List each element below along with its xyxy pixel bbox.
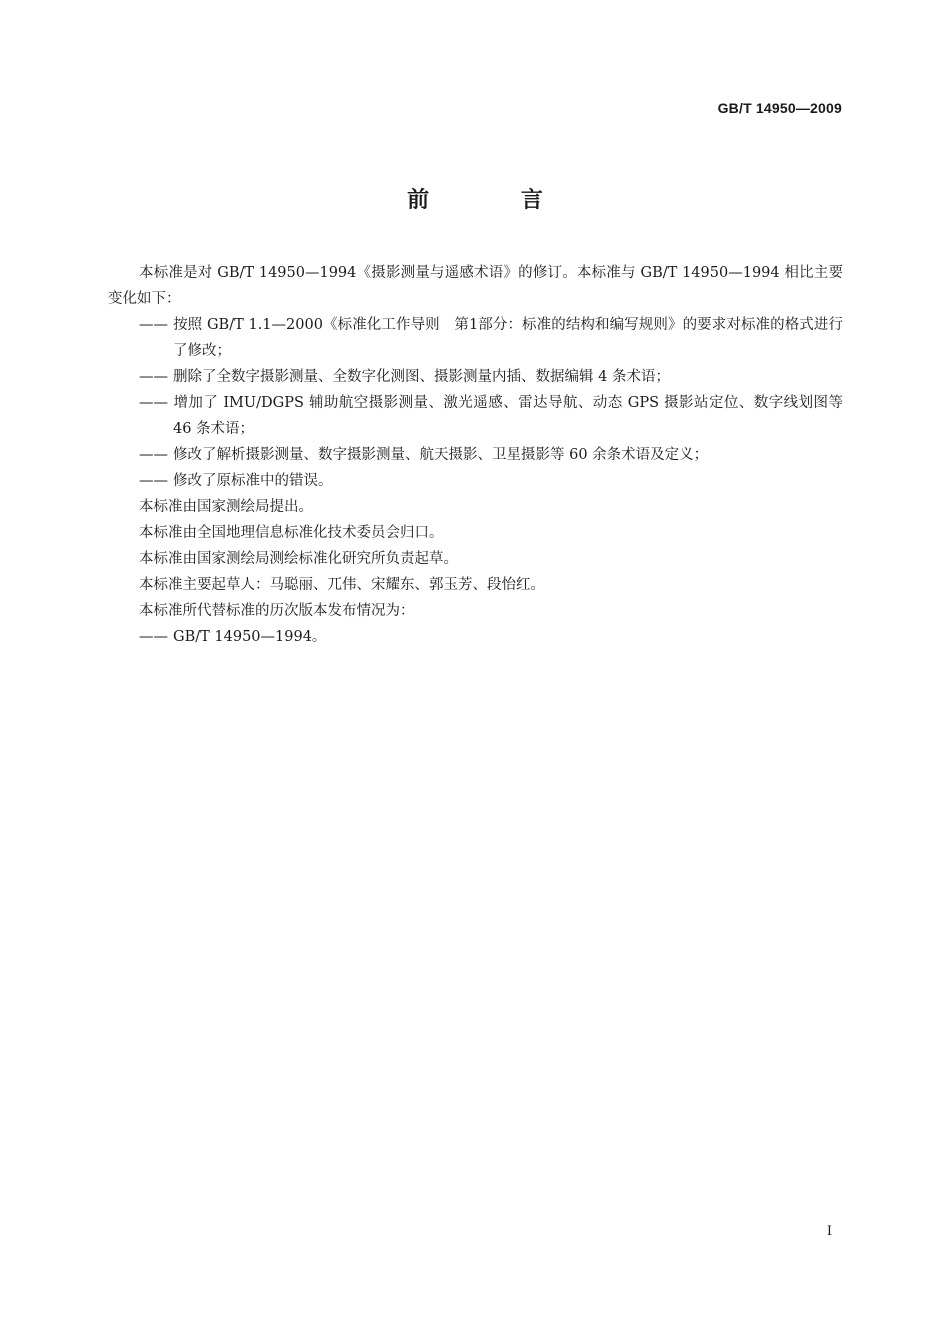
statement-paragraph: 本标准由全国地理信息标准化技术委员会归口。 xyxy=(139,525,444,541)
history-item-text: GB/T 14950—1994。 xyxy=(173,629,327,645)
dash-marker: —— xyxy=(139,395,168,411)
statement-paragraph: 本标准由国家测绘局提出。 xyxy=(139,499,313,515)
change-item-text: 增加了 IMU/DGPS 辅助航空摄影测量、激光遥感、雷达导航、动态 GPS 摄影站定位、数字线划图等 46 条术语； xyxy=(173,395,843,437)
page-number: I xyxy=(826,1224,832,1239)
change-item xyxy=(108,442,843,468)
statement-paragraph: 本标准主要起草人：马聪丽、兀伟、宋耀东、郭玉芳、段怡红。 xyxy=(139,577,545,593)
dash-marker: —— xyxy=(139,317,168,333)
change-item xyxy=(108,390,843,442)
change-item-text: 删除了全数字摄影测量、全数字化测图、摄影测量内插、数据编辑 4 条术语； xyxy=(173,369,670,385)
history-item xyxy=(108,624,843,650)
dash-marker: —— xyxy=(139,369,168,385)
change-item-text: 修改了原标准中的错误。 xyxy=(173,473,333,489)
page-title: 前 言 xyxy=(407,188,585,213)
foreword-body xyxy=(108,260,843,650)
change-item xyxy=(108,468,843,494)
statement-paragraph: 本标准所代替标准的历次版本发布情况为： xyxy=(139,603,415,619)
change-item xyxy=(108,364,843,390)
change-item-text: 修改了解析摄影测量、数字摄影测量、航天摄影、卫星摄影等 60 余条术语及定义； xyxy=(173,447,709,463)
intro-paragraph: 本标准是对 GB/T 14950—1994《摄影测量与遥感术语》的修订。本标准与 GB/T 14950—1994 相比主要变化如下： xyxy=(108,265,843,307)
change-item xyxy=(108,312,843,364)
change-item-text: 按照 GB/T 1.1—2000《标准化工作导则 第1部分：标准的结构和编写规则》的要求对标准的格式进行了修改； xyxy=(173,317,843,359)
dash-marker: —— xyxy=(139,447,168,463)
dash-marker: —— xyxy=(139,473,168,489)
standard-code: GB/T 14950—2009 xyxy=(717,100,842,116)
dash-marker: —— xyxy=(139,629,168,645)
statement-paragraph: 本标准由国家测绘局测绘标准化研究所负责起草。 xyxy=(139,551,458,567)
